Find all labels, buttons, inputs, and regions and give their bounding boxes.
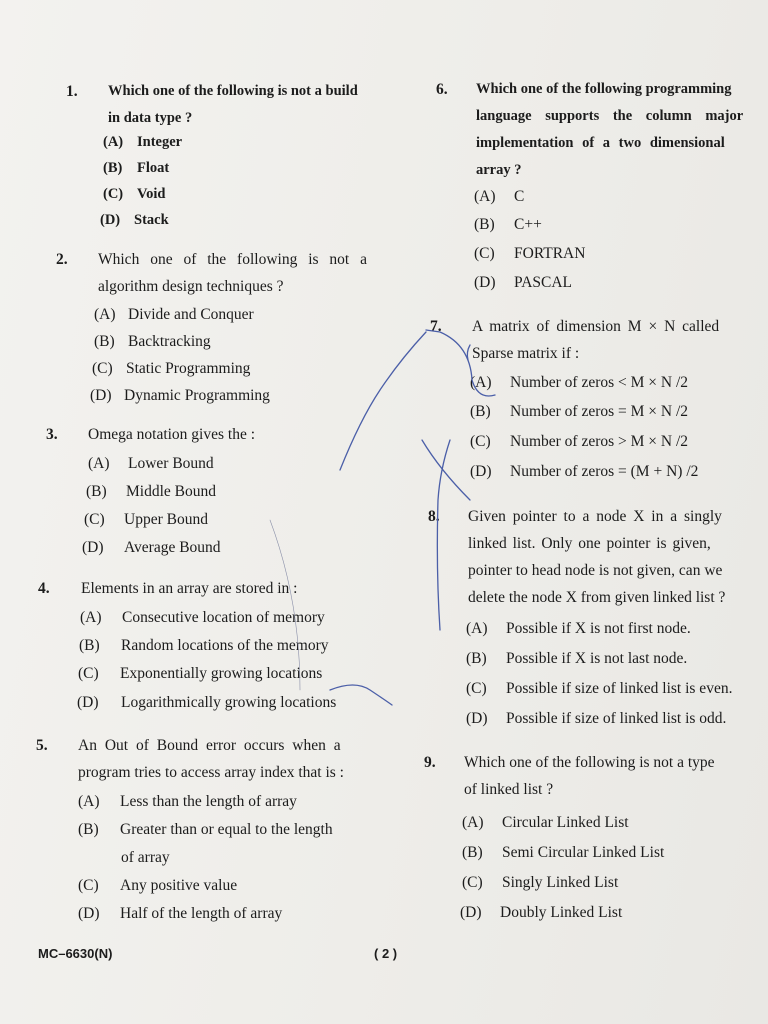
option-label: (C): [474, 245, 495, 262]
option-d[interactable]: [78, 905, 282, 923]
question-line: Sparse matrix if :: [472, 345, 580, 362]
option-label: (C): [103, 186, 124, 202]
question-line: Which one of the following is not a build: [108, 83, 358, 99]
question-line: delete the node X from given linked list ?: [468, 589, 726, 606]
option-d[interactable]: [474, 274, 572, 292]
option-b[interactable]: [462, 844, 664, 862]
option-text: Exponentially growing locations: [120, 665, 323, 682]
option-text: Number of zeros < M × N /2: [510, 374, 689, 391]
option-c[interactable]: [462, 874, 618, 892]
option-a[interactable]: [474, 188, 524, 206]
pen-stroke: [340, 332, 426, 470]
option-label: (C): [78, 665, 99, 682]
option-text: Consecutive location of memory: [122, 609, 325, 626]
option-text: Backtracking: [128, 333, 211, 350]
option-label: (D): [90, 387, 112, 404]
option-label: (B): [103, 160, 123, 176]
question-text: [88, 421, 388, 448]
option-text: FORTRAN: [514, 245, 586, 262]
option-a[interactable]: [80, 609, 325, 627]
option-text: PASCAL: [514, 274, 573, 291]
option-label: (B): [86, 483, 107, 500]
option-c[interactable]: [103, 186, 165, 203]
option-text: Singly Linked List: [502, 874, 619, 891]
option-text: Half of the length of array: [120, 905, 283, 922]
pen-stroke: [422, 440, 470, 500]
option-text: C: [514, 188, 525, 205]
option-label: (A): [94, 306, 116, 323]
option-a[interactable]: [94, 306, 254, 324]
question-line: linked list. Only one pointer is given,: [468, 535, 711, 552]
option-b[interactable]: [474, 216, 542, 234]
question-text: [468, 503, 752, 611]
option-label: (C): [84, 511, 105, 528]
question-line: algorithm design techniques ?: [98, 278, 284, 295]
option-label: (D): [460, 904, 482, 921]
question-line: Omega notation gives the :: [88, 426, 256, 443]
question-line: of linked list ?: [464, 781, 554, 798]
option-label: (A): [474, 188, 496, 205]
question-line: Which one of the following is not a type: [464, 754, 715, 771]
option-text: Float: [137, 160, 170, 176]
option-label: (A): [80, 609, 102, 626]
option-label: (D): [78, 905, 100, 922]
option-b[interactable]: [86, 483, 216, 501]
option-text: Semi Circular Linked List: [502, 844, 665, 861]
option-label: (C): [470, 433, 491, 450]
option-text: Void: [137, 186, 166, 202]
question-text: [472, 313, 752, 367]
option-text: Number of zeros > M × N /2: [510, 433, 689, 450]
option-label: (B): [466, 650, 487, 667]
option-text: Dynamic Programming: [124, 387, 270, 404]
option-text: Greater than or equal to the length: [120, 821, 333, 838]
question-line: pointer to head node is not given, can we: [468, 562, 723, 579]
option-text: Middle Bound: [126, 483, 216, 500]
question-text: [476, 76, 756, 184]
question-number: 7.: [430, 318, 442, 335]
question-text: [108, 78, 398, 132]
option-text: Circular Linked List: [502, 814, 629, 831]
option-label: (D): [470, 463, 492, 480]
question-line: language supports the column major: [476, 108, 744, 124]
option-text: Static Programming: [126, 360, 251, 377]
question-line: An Out of Bound error occurs when a: [78, 737, 341, 754]
question-line: Elements in an array are stored in :: [81, 580, 298, 597]
option-label: (A): [78, 793, 100, 810]
option-label: (A): [88, 455, 110, 472]
option-a[interactable]: [462, 814, 629, 832]
option-d[interactable]: [77, 694, 336, 712]
option-label: (A): [462, 814, 484, 831]
pen-stroke: [437, 440, 450, 630]
question-line: program tries to access array index that is :: [78, 764, 344, 781]
question-number: 1.: [66, 83, 78, 100]
option-label: (D): [466, 710, 488, 727]
option-c[interactable]: [466, 680, 732, 698]
option-b[interactable]: [79, 637, 329, 655]
question-number: 2.: [56, 251, 68, 268]
option-text: Random locations of the memory: [121, 637, 329, 654]
option-d[interactable]: [466, 710, 726, 728]
option-d[interactable]: [100, 212, 169, 229]
option-label: (C): [78, 877, 99, 894]
option-text: Divide and Conquer: [128, 306, 254, 323]
option-text: Logarithmically growing locations: [121, 694, 337, 711]
option-a[interactable]: [78, 793, 297, 811]
option-text: Possible if X is not last node.: [506, 650, 688, 667]
option-b-continuation: [121, 849, 170, 867]
question-line: Which one of the following is not a: [98, 251, 367, 268]
option-text: Number of zeros = M × N /2: [510, 403, 689, 420]
question-number: 8.: [428, 508, 440, 525]
option-text: Possible if size of linked list is odd.: [506, 710, 727, 727]
option-label: (A): [466, 620, 488, 637]
option-label: (D): [474, 274, 496, 291]
option-text: Average Bound: [124, 539, 221, 556]
option-c[interactable]: [470, 433, 688, 451]
option-label: (C): [92, 360, 113, 377]
option-label: (D): [82, 539, 104, 556]
pen-stroke: [330, 685, 392, 705]
question-text: [78, 732, 380, 786]
question-line: implementation of a two dimensional: [476, 135, 725, 151]
option-a[interactable]: [470, 374, 688, 392]
option-b[interactable]: [103, 160, 169, 177]
option-text: Upper Bound: [124, 511, 208, 528]
question-text: [81, 575, 381, 602]
option-b[interactable]: [78, 821, 333, 839]
option-label: (D): [100, 212, 121, 228]
option-d[interactable]: [90, 387, 270, 405]
page-number: ( 2 ): [374, 946, 398, 961]
option-text: of array: [121, 849, 170, 866]
option-text: Integer: [137, 134, 183, 150]
option-text: Less than the length of array: [120, 793, 297, 810]
option-c[interactable]: [78, 665, 322, 683]
option-label: (D): [77, 694, 99, 711]
option-text: Number of zeros = (M + N) /2: [510, 463, 699, 480]
option-label: (A): [470, 374, 492, 391]
paper-code: MC–6630(N): [38, 946, 113, 961]
option-a[interactable]: [103, 134, 182, 151]
option-label: (B): [470, 403, 491, 420]
question-line: Which one of the following programming: [476, 81, 732, 97]
question-text: [98, 246, 390, 300]
option-label: (C): [462, 874, 483, 891]
question-number: 3.: [46, 426, 58, 443]
option-text: C++: [514, 216, 542, 233]
option-c[interactable]: [92, 360, 250, 378]
option-text: Stack: [134, 212, 169, 228]
question-text: [464, 749, 750, 803]
option-c[interactable]: [84, 511, 208, 529]
option-d[interactable]: [460, 904, 622, 922]
option-b[interactable]: [466, 650, 687, 668]
question-number: 9.: [424, 754, 436, 771]
question-number: 4.: [38, 580, 50, 597]
option-label: (C): [466, 680, 487, 697]
option-label: (B): [474, 216, 495, 233]
pen-stroke: [467, 345, 470, 360]
option-d[interactable]: [82, 539, 221, 557]
question-line: A matrix of dimension M × N called: [472, 318, 720, 335]
option-b[interactable]: [470, 403, 688, 421]
question-number: 6.: [436, 81, 448, 98]
option-label: (B): [78, 821, 99, 838]
option-b[interactable]: [94, 333, 211, 351]
option-c[interactable]: [78, 877, 237, 895]
option-text: Possible if X is not first node.: [506, 620, 691, 637]
option-a[interactable]: [466, 620, 691, 638]
option-d[interactable]: [470, 463, 698, 481]
option-label: (B): [462, 844, 483, 861]
question-line: array ?: [476, 162, 522, 178]
option-text: Possible if size of linked list is even.: [506, 680, 733, 697]
option-label: (B): [79, 637, 100, 654]
option-label: (A): [103, 134, 124, 150]
question-line: Given pointer to a node X in a singly: [468, 508, 722, 525]
option-text: Lower Bound: [128, 455, 214, 472]
option-c[interactable]: [474, 245, 585, 263]
question-line: in data type ?: [108, 110, 193, 126]
option-a[interactable]: [88, 455, 214, 473]
option-text: Doubly Linked List: [500, 904, 623, 921]
option-text: Any positive value: [120, 877, 238, 894]
option-label: (B): [94, 333, 115, 350]
question-number: 5.: [36, 737, 48, 754]
